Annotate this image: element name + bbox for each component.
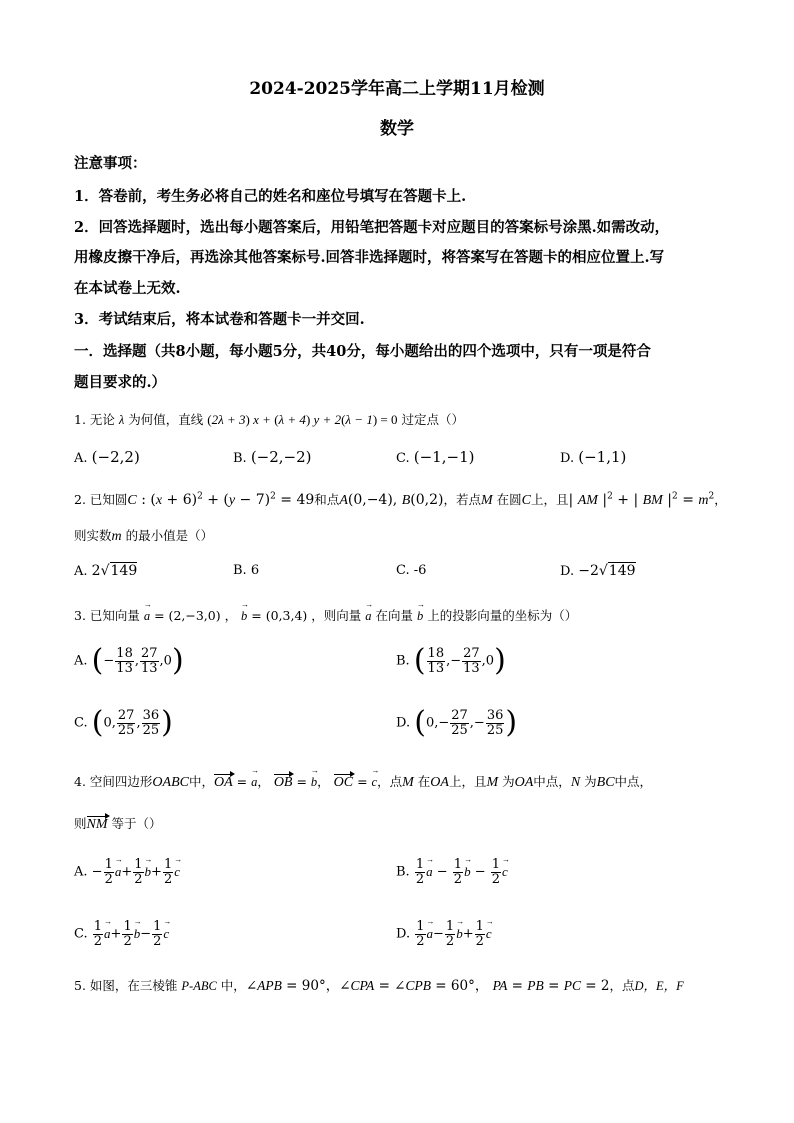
question-2-line-2: 则实数m 的最小值是（）	[74, 528, 214, 544]
q1-option-b: B. (−2,−2)	[233, 448, 312, 466]
q2-option-a: A. 2√149	[74, 563, 138, 579]
q4-option-a: A. − $\frac{1}{2}$ → a+ $\frac{1}{2}$ → b+ $\frac{1}{2}$ → c	[74, 858, 180, 886]
notice-item-1: 1．答卷前，考生务必将自己的姓名和座位号填写在答题卡上.	[74, 188, 467, 205]
q2-option-c: C. -6	[396, 563, 427, 578]
question-5: 5. 如图，在三棱锥 P-ABC 中，∠APB = 90°，∠CPA = ∠CPB = 60°， PA = PB = PC = 2，点D，E，F	[74, 978, 684, 994]
q1-suffix: 过定点（）	[401, 412, 465, 427]
q3-option-b: B. ( $\frac{18}{13}$ ,− $\frac{27}{13}$ ,0)	[396, 643, 506, 678]
notice-item-2-line-3: 在本试卷上无效.	[74, 280, 181, 297]
q4-option-c: C. $\frac{1}{2}$ → a+ $\frac{1}{2}$ → b− $\frac{1}{2}$ → c	[74, 920, 169, 948]
notice-item-3: 3．考试结束后，将本试卷和答题卡一并交回.	[74, 311, 365, 328]
q3-option-a: A. (− $\frac{18}{13}$ , $\frac{27}{13}$ ,0)	[74, 643, 184, 678]
q1-mid: 为何值，直线	[128, 412, 204, 427]
section-1-heading-line-2: 题目要求的.）	[74, 374, 167, 391]
q4-option-d: D. $\frac{1}{2}$ → a− $\frac{1}{2}$ → b+ $\frac{1}{2}$ → c	[396, 920, 492, 948]
question-4: 4. 空间四边形OABC中，OA = → a， OB = → b， OC = → c，点M 在OA上，且M 为OA中点，N 为BC中点，	[74, 772, 652, 791]
exam-title: 2024-2025学年高二上学期11月检测	[249, 79, 545, 99]
q1-option-a: A. (−2,2)	[74, 448, 140, 466]
q2-option-d: D. −2√149	[560, 563, 636, 579]
notice-item-2-line-2: 用橡皮擦干净后，再选涂其他答案标号.回答非选择题时，将答案写在答题卡的相应位置上.写	[74, 249, 665, 266]
question-2: 2. 已知圆C : $(x + 6)^2 + (y - 7)^2 = 49$和点A(0,−4), B(0,2)，若点M 在圆C上，且| AM $|^2$ + | BM $|^2 = m^2$，	[74, 491, 727, 508]
notice-item-2-line-1: 2．回答选择题时，选出每小题答案后，用铅笔把答题卡对应题目的答案标号涂黑.如需改动，	[74, 219, 670, 236]
question-3: 3. 已知向量 → a = (2,−3,0) ， → b = (0,3,4) ，则向量 → a 在向量 → b 上的投影向量的坐标为（）	[74, 606, 577, 624]
question-1: 1. 无论 λ 为何值，直线 (2λ + 3) x + (λ + 4) y + 2(λ − 1) = 0 过定点（）	[74, 412, 465, 427]
q1-prefix: 1. 无论	[74, 412, 115, 427]
q1-option-d: D. (−1,1)	[560, 448, 627, 466]
question-4-line-2: 则NM 等于（）	[74, 816, 162, 832]
q4-option-b: B. $\frac{1}{2}$ → a − $\frac{1}{2}$ → b − $\frac{1}{2}$ → c	[396, 858, 508, 886]
q1-option-c: C. (−1,−1)	[396, 448, 475, 466]
section-1-heading-line-1: 一．选择题（共8小题，每小题5分，共40分，每小题给出的四个选项中，只有一项是符合	[74, 343, 651, 360]
q3-option-c: C. (0, $\frac{27}{25}$ , $\frac{36}{25}$ )	[74, 705, 173, 740]
subject-title: 数学	[380, 119, 414, 139]
q3-option-d: D. (0,− $\frac{27}{25}$ ,− $\frac{36}{25}$ )	[396, 705, 518, 740]
notice-heading: 注意事项：	[74, 155, 147, 172]
q2-option-b: B. 6	[233, 563, 260, 578]
